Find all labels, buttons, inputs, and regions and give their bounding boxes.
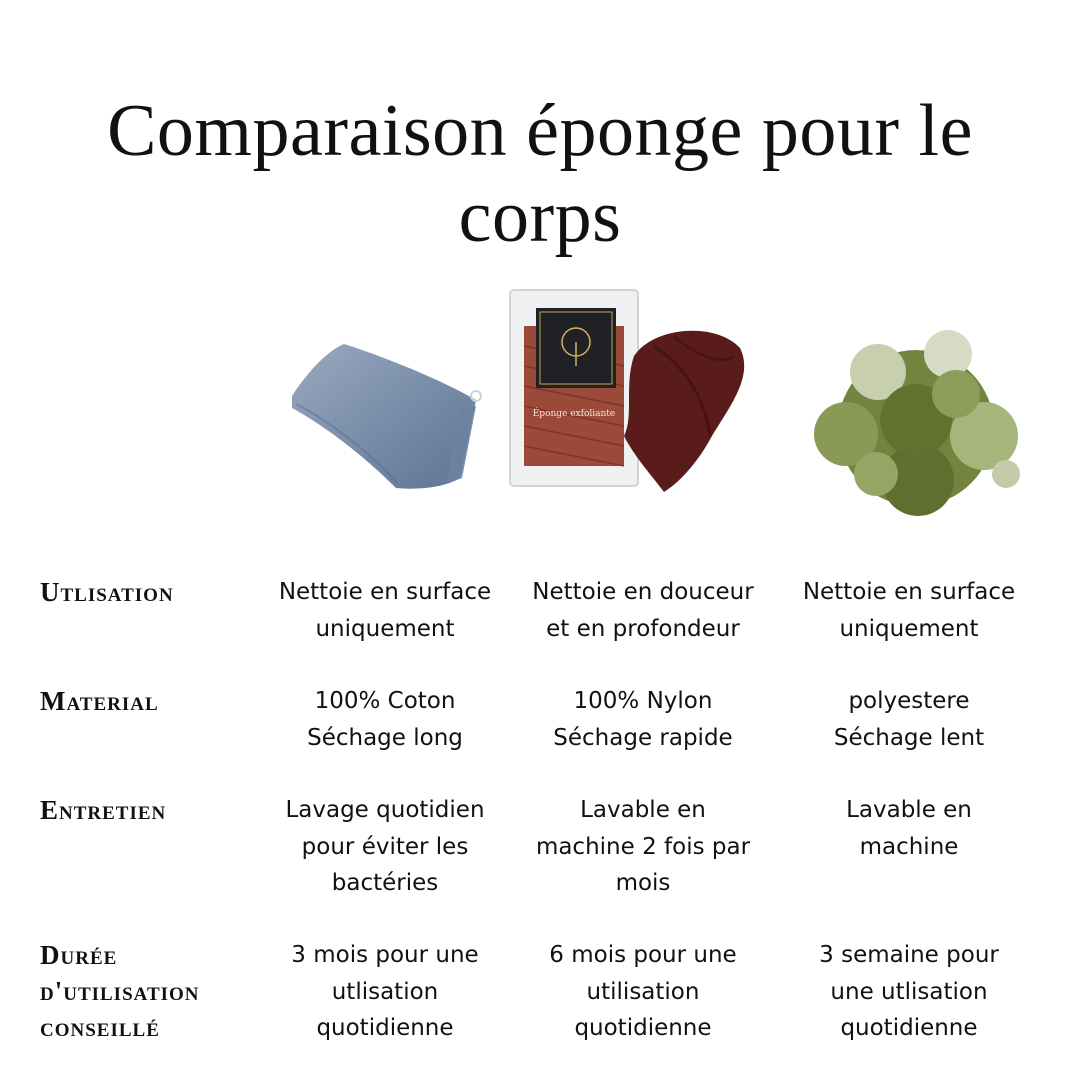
cell-line: uniquement xyxy=(315,615,455,642)
page-title xyxy=(60,88,1020,260)
cell-utilisation-mitt xyxy=(260,574,510,647)
row-label-entretien xyxy=(40,792,166,828)
row-label-duree xyxy=(40,937,200,1045)
cell-entretien-mitt xyxy=(260,792,510,902)
cell-duree-exfoliating xyxy=(518,937,768,1047)
row-label-material xyxy=(40,683,159,719)
cell-line: quotidienne xyxy=(316,1015,454,1041)
cell-line: uniquement xyxy=(839,615,979,642)
cell-line: 100% Nylon xyxy=(573,688,713,714)
cell-entretien-exfoliating xyxy=(518,792,768,902)
bath-pouf-icon xyxy=(806,324,1026,516)
cell-line: 100% Coton xyxy=(314,688,456,714)
cell-line: Séchage long xyxy=(307,724,463,751)
cell-line: machine 2 fois par xyxy=(535,833,751,860)
cell-line: utilisation xyxy=(586,978,700,1005)
cell-line: Séchage lent xyxy=(833,724,985,751)
cell-utilisation-pouf xyxy=(784,574,1034,647)
cell-entretien-pouf xyxy=(784,792,1034,865)
cell-line: pour éviter les xyxy=(301,833,469,860)
cell-line: quotidienne xyxy=(574,1015,712,1041)
cell-line: quotidienne xyxy=(840,1015,978,1041)
row-label-text: Entretien xyxy=(40,795,167,825)
page-title-text: Comparaison éponge pour le corps xyxy=(107,90,973,258)
cell-line: 3 mois pour une xyxy=(291,942,479,968)
cell-line: Lavable en xyxy=(580,797,706,823)
washcloth-mitt-icon xyxy=(284,338,490,496)
row-label-text: Material xyxy=(40,686,159,716)
cell-line: 6 mois pour une xyxy=(549,942,737,968)
cell-material-mitt xyxy=(260,683,510,756)
row-label-line: Durée xyxy=(40,940,118,970)
cell-line: Lavable en xyxy=(846,797,972,823)
row-label-line: conseillé xyxy=(40,1012,160,1042)
row-label-line: d'utilisation xyxy=(40,976,200,1006)
cell-line: utlisation xyxy=(331,978,439,1005)
cell-line: machine xyxy=(859,833,959,860)
cell-duree-pouf xyxy=(784,937,1034,1047)
cell-line: polyestere xyxy=(848,688,970,714)
row-label-text: Utlisation xyxy=(40,577,174,607)
cell-line: Lavage quotidien xyxy=(285,797,485,823)
cell-line: Nettoie en douceur xyxy=(532,579,754,605)
cell-line: Nettoie en surface xyxy=(802,579,1016,605)
exfoliating-sponge-package-icon xyxy=(484,286,754,498)
cell-line: mois xyxy=(615,870,671,896)
row-label-utilisation xyxy=(40,574,174,610)
cell-material-exfoliating xyxy=(518,683,768,756)
cell-line: 3 semaine pour xyxy=(819,942,999,968)
cell-line: et en profondeur xyxy=(546,615,740,642)
cell-line: une utlisation xyxy=(830,978,988,1005)
cell-material-pouf xyxy=(784,683,1034,756)
cell-utilisation-exfoliating xyxy=(518,574,768,647)
cell-line: Nettoie en surface xyxy=(278,579,492,605)
cell-duree-mitt xyxy=(260,937,510,1047)
cell-line: bactéries xyxy=(331,870,439,896)
cell-line: Séchage rapide xyxy=(553,724,733,751)
package-label-text: Éponge exfoliante xyxy=(532,409,616,419)
